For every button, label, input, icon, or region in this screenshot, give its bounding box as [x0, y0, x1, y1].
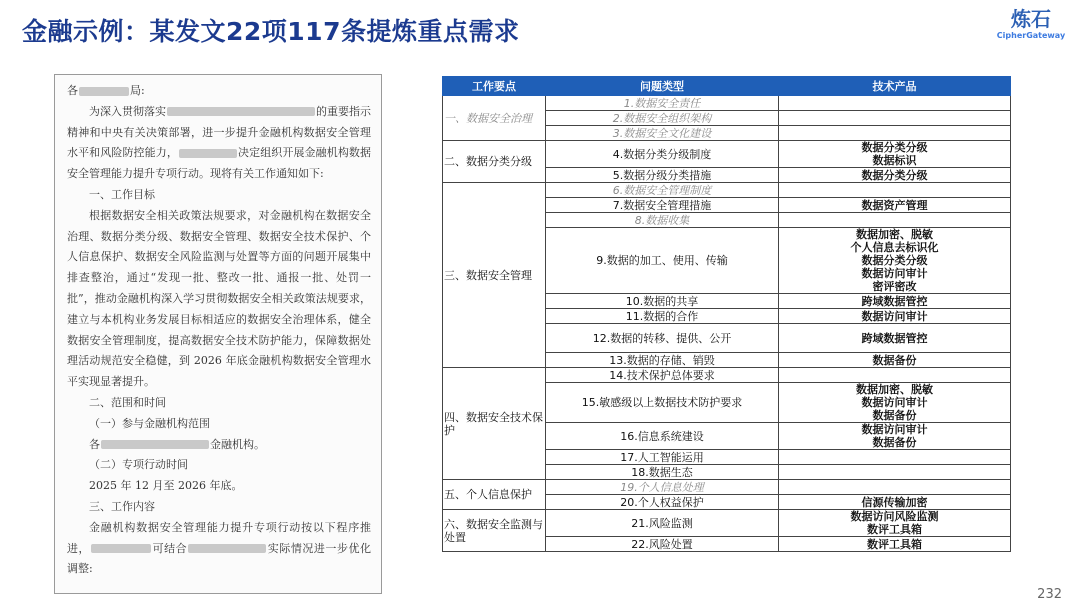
table-row	[443, 183, 1011, 198]
product-item: 数据备份	[872, 409, 917, 422]
product-item: 数据加密、脱敏	[856, 383, 933, 396]
table-header-row	[443, 77, 1011, 96]
doc-goal-paragraph: 根据数据安全相关政策法规要求，对金融机构在数据安全治理、数据分类分级、数据安全管理、数据安全技术保护、个人信息保护、数据安全风险监测与处置等方面的问题开展集中排查整治，通过“发现一批、整改一批、通报一批、处罚一批”，推动金融机构深入学习贯彻数据安全相关政策法规要求，建立与本机构业务发展目标相适应的数据安全治理体系，健全数据安全管理制度，提高数据安全技术防护能力，保障数据处理活动规范安全稳健，到 2026 年底金融机构数据安全管理水平实现显著提升。	[67, 208, 371, 389]
product-cell	[779, 111, 1011, 126]
product-cell	[779, 383, 1011, 423]
product-cell	[779, 228, 1011, 294]
product-item: 数据分类分级	[861, 168, 928, 182]
doc-content-paragraph: 金融机构数据安全管理能力提升专项行动按以下程序推进， 可结合 实际情况进一步优化调整:	[67, 520, 372, 576]
doc-heading-goal: 一、工作目标	[89, 187, 155, 201]
table-row	[443, 368, 1011, 383]
issue-cell: 15.敏感级以上数据技术防护要求	[546, 383, 779, 423]
logo-text-en: CipherGateway	[996, 31, 1066, 40]
product-cell	[779, 309, 1011, 324]
issue-cell: 20.个人权益保护	[546, 495, 779, 510]
product-item: 数评工具箱	[867, 523, 922, 536]
issue-cell: 14.技术保护总体要求	[546, 368, 779, 383]
product-cell	[779, 294, 1011, 309]
product-cell	[779, 168, 1011, 183]
company-logo	[996, 8, 1066, 41]
product-cell	[779, 213, 1011, 228]
header-tech-product: 技术产品	[779, 77, 1011, 96]
issue-cell: 7.数据安全管理措施	[546, 198, 779, 213]
table-row	[443, 510, 1011, 537]
product-item: 数据访问审计	[861, 396, 928, 409]
issue-cell: 19.个人信息处理	[546, 480, 779, 495]
table-row	[443, 141, 1011, 168]
product-cell	[779, 465, 1011, 480]
doc-intro-paragraph: 为深入贯彻落实 的重要指示精神和中央有关决策部署，进一步提升金融机构数据安全管理水平和风险防控能力， 决定组织开展金融机构数据安全管理能力提升专项行动。现将有关工作通知如下:	[67, 104, 372, 181]
product-item: 跨域数据管控	[861, 331, 928, 345]
issue-cell: 4.数据分类分级制度	[546, 141, 779, 168]
product-cell	[779, 368, 1011, 383]
product-item: 数据资产管理	[861, 198, 928, 212]
product-cell	[779, 495, 1011, 510]
product-item: 个人信息去标识化	[850, 241, 939, 254]
product-item: 数据访问风险监测	[850, 510, 939, 523]
header-issue-type: 问题类型	[546, 77, 779, 96]
category-cell: 一、数据安全治理	[443, 96, 546, 141]
doc-range-paragraph: 各 金融机构。	[89, 437, 265, 451]
product-item: 信源传输加密	[861, 495, 928, 509]
issue-cell: 2.数据安全组织架构	[546, 111, 779, 126]
product-item: 数据备份	[872, 436, 917, 449]
logo-text-cn: 炼石	[1011, 7, 1051, 31]
issue-cell: 18.数据生态	[546, 465, 779, 480]
product-item: 数据分类分级	[861, 254, 928, 267]
table-body	[443, 96, 1011, 552]
requirements-table	[442, 76, 1011, 552]
product-item: 数据访问审计	[861, 267, 928, 280]
issue-cell: 17.人工智能运用	[546, 450, 779, 465]
issue-cell: 21.风险监测	[546, 510, 779, 537]
header-work-point: 工作要点	[443, 77, 546, 96]
category-cell: 六、数据安全监测与处置	[443, 510, 546, 552]
product-cell	[779, 353, 1011, 368]
product-cell	[779, 198, 1011, 213]
document-image	[54, 74, 382, 594]
product-item: 数据访问审计	[861, 309, 928, 323]
issue-cell: 5.数据分级分类措施	[546, 168, 779, 183]
product-cell	[779, 324, 1011, 353]
category-cell: 五、个人信息保护	[443, 480, 546, 510]
table-row	[443, 480, 1011, 495]
product-item: 数据备份	[872, 353, 917, 367]
product-cell	[779, 510, 1011, 537]
product-cell	[779, 480, 1011, 495]
issue-cell: 10.数据的共享	[546, 294, 779, 309]
product-cell	[779, 126, 1011, 141]
product-cell	[779, 450, 1011, 465]
doc-heading-content: 三、工作内容	[89, 499, 155, 513]
issue-cell: 16.信息系统建设	[546, 423, 779, 450]
doc-heading-scope: 二、范围和时间	[89, 395, 166, 409]
product-cell	[779, 423, 1011, 450]
product-item: 数据加密、脱敏	[856, 228, 933, 241]
product-item: 数据标识	[872, 154, 917, 167]
doc-subheading-time: （二）专项行动时间	[89, 458, 188, 472]
issue-cell: 3.数据安全文化建设	[546, 126, 779, 141]
issue-cell: 1.数据安全责任	[546, 96, 779, 111]
issue-cell: 12.数据的转移、提供、公开	[546, 324, 779, 353]
product-cell	[779, 96, 1011, 111]
product-cell	[779, 141, 1011, 168]
product-item: 数评工具箱	[867, 537, 922, 551]
product-item: 数据分类分级	[861, 141, 928, 154]
product-cell	[779, 183, 1011, 198]
issue-cell: 22.风险处置	[546, 537, 779, 552]
issue-cell: 9.数据的加工、使用、传输	[546, 228, 779, 294]
page-number: 232	[1037, 587, 1062, 602]
product-item: 密评密改	[872, 280, 917, 293]
issue-cell: 6.数据安全管理制度	[546, 183, 779, 198]
category-cell: 二、数据分类分级	[443, 141, 546, 183]
table-row	[443, 96, 1011, 111]
issue-cell: 11.数据的合作	[546, 309, 779, 324]
issue-cell: 13.数据的存储、销毁	[546, 353, 779, 368]
doc-subheading-range: （一）参与金融机构范围	[89, 416, 210, 430]
category-cell: 三、数据安全管理	[443, 183, 546, 368]
product-item: 数据访问审计	[861, 423, 928, 436]
issue-cell: 8.数据收集	[546, 213, 779, 228]
page-title: 金融示例：某发文22项117条提炼重点需求	[22, 17, 520, 46]
product-cell	[779, 537, 1011, 552]
category-cell: 四、数据安全技术保护	[443, 368, 546, 480]
doc-salutation: 各 局:	[67, 84, 145, 97]
doc-time-paragraph: 2025 年 12 月至 2026 年底。	[89, 479, 243, 493]
product-item: 跨域数据管控	[861, 294, 928, 308]
